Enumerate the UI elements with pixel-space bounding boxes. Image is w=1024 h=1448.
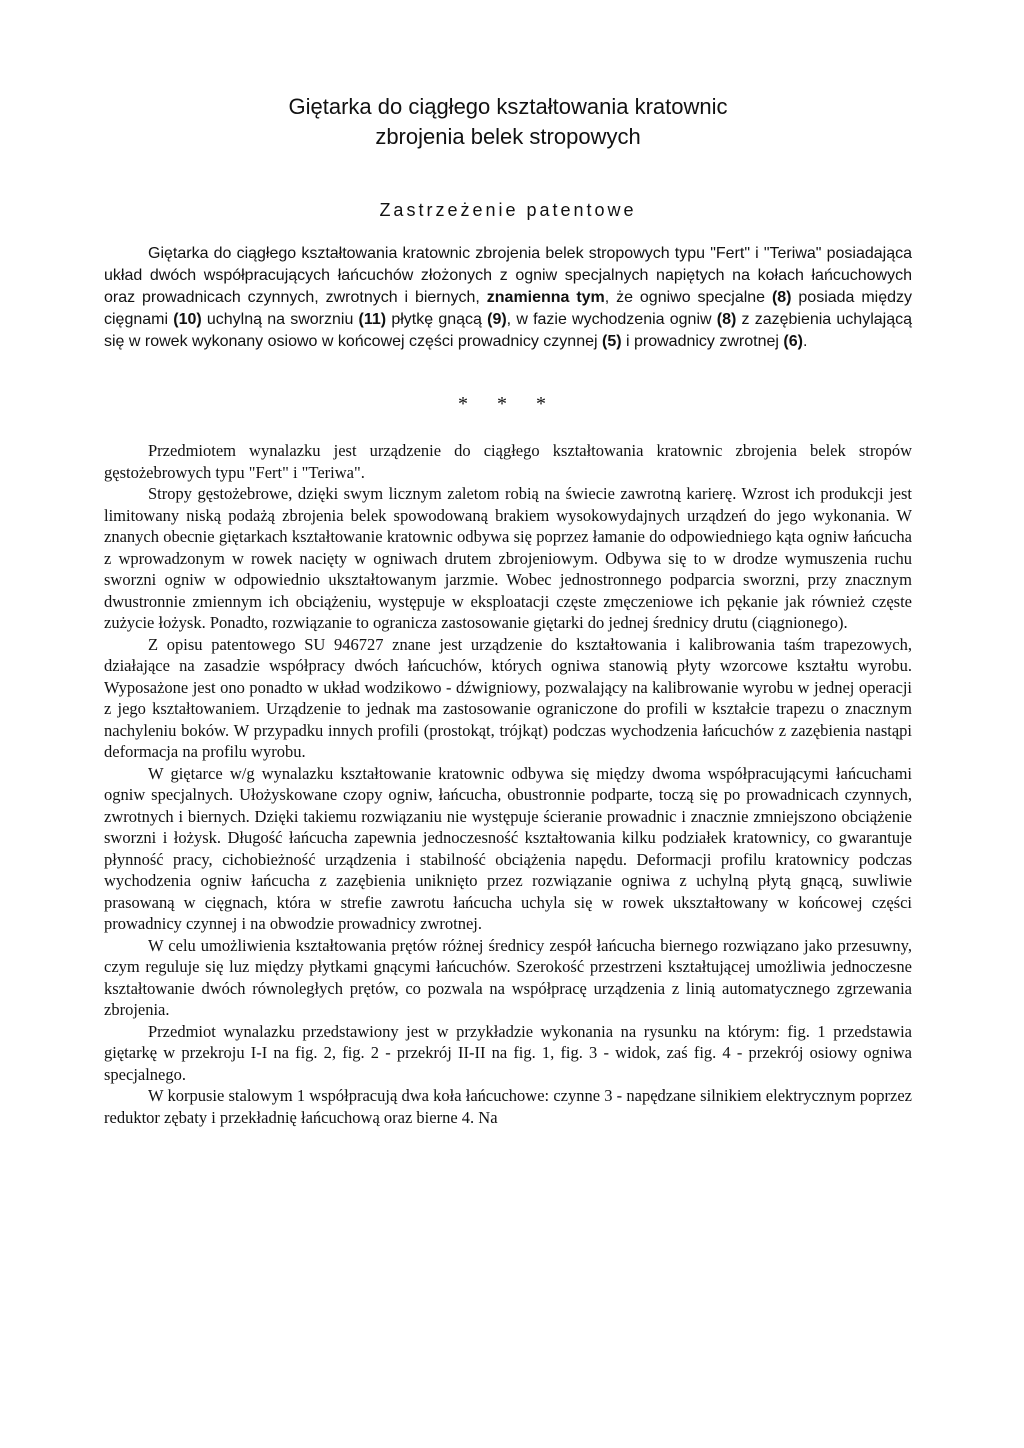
claim-text: płytkę gnącą bbox=[386, 311, 488, 328]
description-paragraph: Przedmiot wynalazku przedstawiony jest w przykładzie wykonania na rysunku na którym: fig. 1 przedstawia giętarkę w przekroju I-I na fig. 2, fig. 2 - przekrój II-II na fig. 1, fig. 3 - widok, zaś fig. 4 - przekrój osiowy ogniwa specjalnego. bbox=[104, 1021, 912, 1084]
claim-bold-text: znamienna tym bbox=[486, 289, 605, 306]
section-separator: * * * bbox=[458, 393, 558, 415]
claim-text: Giętarka do ciągłego kształtowania kratownic zbrojenia belek stropowych typu "Fert" i "Teriwa" posiadająca układ dwóch współpracujących łańcuchów złożonych z ogniw specjalnych napiętych na kołach łańcuchowych oraz prowadnicach czynnych, zwrotnych i biernych, bbox=[104, 245, 912, 306]
claim-text: i prowadnicy zwrotnej bbox=[621, 333, 784, 350]
claim-reference: (8) bbox=[716, 311, 737, 328]
claim-reference: (8) bbox=[771, 289, 792, 306]
description-paragraph: W celu umożliwienia kształtowania prętów różnej średnicy zespół łańcucha biernego rozwiązano jako przesuwny, czym reguluje się luz między płytkami gnącymi łańcuchów. Szerokość przestrzeni kształtującej umożliwia jednoczesne kształtowanie dwóch równoległych prętów, co pozwala na współpracę urządzenia z linią automatycznego zgrzewania zbrojenia. bbox=[104, 935, 912, 1019]
claims-heading: Zastrzeżenie patentowe bbox=[379, 200, 637, 220]
description-body bbox=[104, 440, 912, 1128]
description-paragraph: Przedmiotem wynalazku jest urządzenie do ciągłego kształtowania kratownic zbrojenia belek stropów gęstożebrowych typu "Fert" i "Teriwa". bbox=[104, 441, 912, 482]
claim-reference: (6) bbox=[783, 333, 803, 350]
claim-text: z zazębienia uchylającą się w rowek wykonany osiowo w końcowej części prowadnicy czynnej bbox=[104, 311, 912, 350]
description-paragraph: W giętarce w/g wynalazku kształtowanie kratownic odbywa się między dwoma współpracującymi łańcuchami ogniw specjalnych. Ułożyskowane czopy ogniw, łańcucha, obustronnie podparte, toczą się po prowadnicach czynnych, zwrotnych i biernych. Dzięki takiemu rozwiązaniu nie występuje ścieranie prowadnic i znacznie zmniejszono obciążenie sworzni i łożysk. Długość łańcucha zapewnia jednoczesność kształtowania kilku podziałek kratownicy, co gwarantuje płynność pracy, cichobieżność urządzenia i stabilność obciążenia napędu. Deformacji profilu kratownicy podczas wychodzenia ogniw łańcucha z zazębienia uniknięto przez rozwiązanie ogniwa z uchylną płytą gnącą, suwliwie prasowaną w cięgnach, która w strefie zawrotu łańcucha uchyla się w rowek ukształtowany w końcowej części prowadnicy czynnej i na obwodzie prowadnicy zwrotnej. bbox=[104, 763, 912, 933]
document-page bbox=[104, 92, 912, 1128]
claim-text: uchylną na sworzniu bbox=[201, 311, 359, 328]
patent-claim bbox=[104, 243, 912, 353]
title-line-1: Giętarka do ciągłego kształtowania kratownic bbox=[288, 94, 728, 119]
claim-reference: (11) bbox=[358, 311, 387, 328]
claim-text: , w fazie wychodzenia ogniw bbox=[506, 311, 717, 328]
description-paragraph: W korpusie stalowym 1 współpracują dwa koła łańcuchowe: czynne 3 - napędzane silnikiem elektrycznym poprzez reduktor zębaty i przekładnię łańcuchową oraz bierne 4. Na bbox=[104, 1086, 912, 1127]
title-line-2: zbrojenia belek stropowych bbox=[375, 124, 641, 149]
claim-reference: (9) bbox=[487, 311, 507, 328]
claim-reference: (5) bbox=[601, 333, 622, 350]
description-paragraph: Stropy gęstożebrowe, dzięki swym licznym zaletom robią na świecie zawrotną karierę. Wzrost ich produkcji jest limitowany niską podażą zbrojenia belek spowodowaną brakiem wysokowydajnych urządzeń do jego wykonania. W znanych obecnie giętarkach kształtowanie kratownic odbywa się poprzez łamanie do odpowiedniego kąta ogniw łańcucha z wprowadzonym w rowek nacięty w ogniwach drutem zbrojeniowym. Odbywa się to w drodze wymuszenia ruchu sworzni ogniw w odpowiednio ukształtowanym jarzmie. Wobec jednostronnego podparcia sworzni, przy znacznym dwustronnie zmiennym ich obciążeniu, występuje w eksploatacji częste zmęczeniowe ich pękanie jak również częste zużycie łożysk. Ponadto, rozwiązanie to ogranicza zastosowanie giętarki do jednej średnicy drutu (ciągnionego). bbox=[104, 484, 912, 632]
claim-text: . bbox=[802, 333, 808, 350]
document-title bbox=[104, 92, 912, 152]
claim-text: , że ogniwo specjalne bbox=[604, 289, 772, 306]
claim-text: posiada między cięgnami bbox=[104, 289, 912, 328]
description-paragraph: Z opisu patentowego SU 946727 znane jest urządzenie do kształtowania i kalibrowania taśm trapezowych, działające na zasadzie współpracy dwóch łańcuchów, których ogniwa stanowią płyty wzorcowe kształtu wyrobu. Wyposażone jest ono ponadto w układ wodzikowo - dźwigniowy, pozwalający na kalibrowanie wyrobu w jednej operacji z jego kształtowaniem. Urządzenie to jednak ma zastosowanie ograniczone do profili w kształcie trapezu o znacznym nachyleniu boków. W przypadku innych profili (prostokąt, trójkąt) podczas wychodzenia łańcuchów z zazębienia nastąpi deformacja na profilu wyrobu. bbox=[104, 634, 912, 761]
claim-reference: (10) bbox=[173, 311, 202, 328]
